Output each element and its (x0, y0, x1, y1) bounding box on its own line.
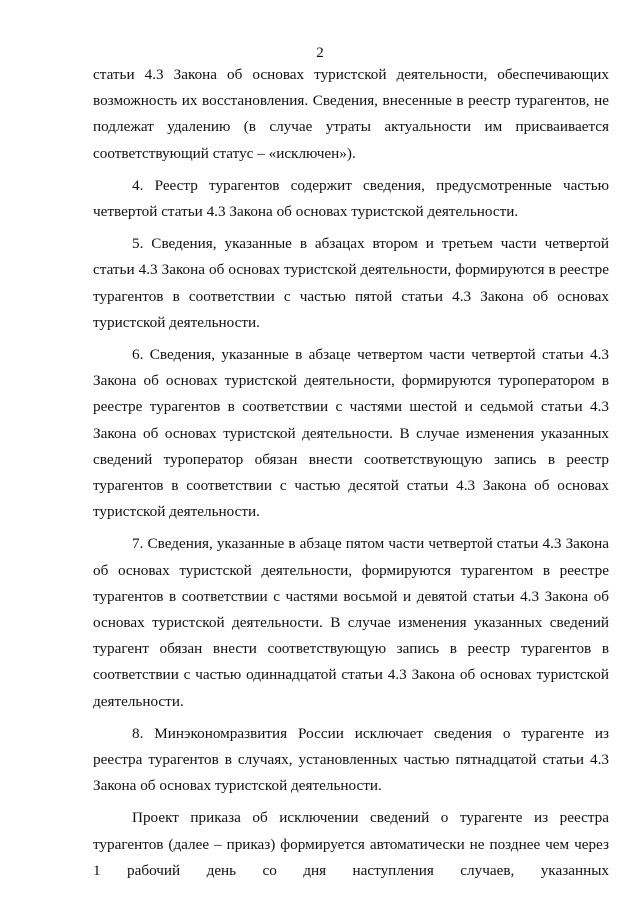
page-number: 2 (316, 45, 324, 61)
paragraph-item-8: 8. Минэкономразвития России исключает сведения о турагенте из реестра турагентов в случаях, установленных частью пятнадцатой статьи 4.3 Закона об основах туристской деятельности. (93, 724, 609, 795)
paragraph-draft-order: Проект приказа об исключении сведений о турагенте из реестра турагентов (далее – приказ) формируется автоматически не позднее чем через 1 рабочий день со дня наступления случаев, указанных (93, 809, 609, 879)
paragraph-item-5: 5. Сведения, указанные в абзацах втором и третьем части четвертой статьи 4.3 Закона об основах туристской деятельности, формируются в реестре турагентов в соответствии с частью пятой статьи 4.3 Закона об основах туристской деятельности. (93, 235, 609, 331)
document-body (93, 62, 609, 890)
paragraph-item-7: 7. Сведения, указанные в абзаце пятом части четвертой статьи 4.3 Закона об основах туристской деятельности, формируются турагентом в реестре турагентов в соответствии с частями восьмой и девятой статьи 4.3 Закона об основах туристской деятельности. В случае изменения указанных сведений турагент обязан внести соответствующую запись в реестр турагентов в соответствии с частью одиннадцатой статьи 4.3 Закона об основах туристской деятельности. (93, 535, 609, 710)
paragraph-item-4: 4. Реестр турагентов содержит сведения, предусмотренные частью четвертой статьи 4.3 Закона об основах туристской деятельности. (93, 176, 609, 221)
paragraph-item-6: 6. Сведения, указанные в абзаце четвертом части четвертой статьи 4.3 Закона об основах туристской деятельности, формируются туроператором в реестре турагентов в соответствии с частями шестой и седьмой статьи 4.3 Закона об основах туристской деятельности. В случае изменения указанных сведений туроператор обязан внести соответствующую запись в реестр турагентов в соответствии с частью десятой статьи 4.3 Закона об основах туристской деятельности. (93, 346, 609, 521)
paragraph-continuation: статьи 4.3 Закона об основах туристской деятельности, обеспечивающих возможность их восстановления. Сведения, внесенные в реестр турагентов, не подлежат удалению (в случае утраты актуальности им присваивается соответствующий статус – «исключен»). (93, 66, 609, 162)
